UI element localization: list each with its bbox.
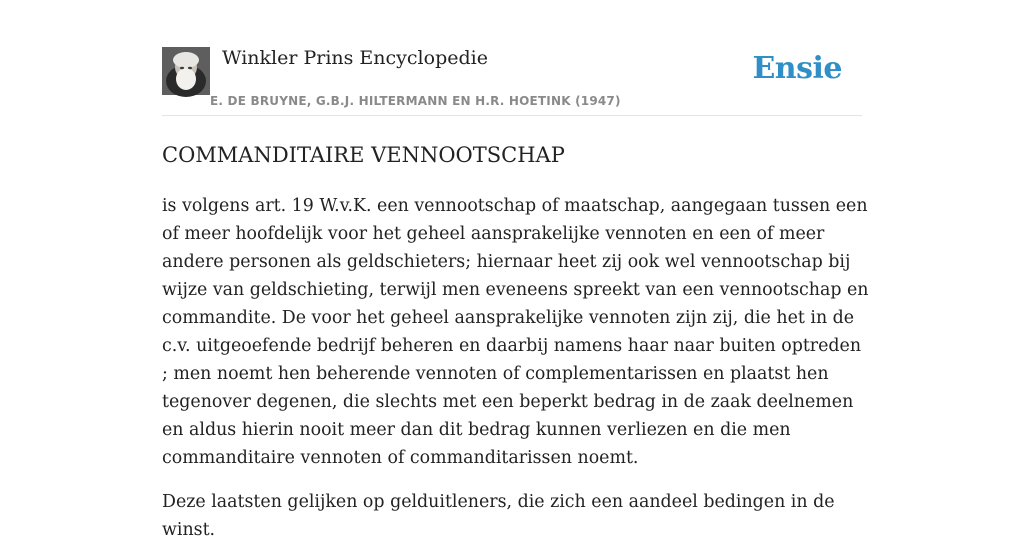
header-divider bbox=[162, 115, 862, 116]
article-body bbox=[162, 192, 872, 560]
article-paragraph: is volgens art. 19 W.v.K. een vennootschap of maatschap, aangegaan tussen een of meer hoofdelijk voor het geheel aansprakelijke vennoten en een of meer andere personen als geldschieters; hiernaar heet zij ook wel vennootschap bij wijze van geldschieting, terwijl men eveneens spreekt van een vennootschap en commandite. De voor het geheel aansprakelijke vennoten zijn zij, die het in de c.v. uitgeoefende bedrijf beheren en daarbij namens haar naar buiten optreden ; men noemt hen beherende vennoten of complementarissen en plaatst hen tegenover degenen, die slechts met een beperkt bedrag in de zaak deelnemen en aldus hierin nooit meer dan dit bedrag kunnen verliezen en die men commanditaire vennoten of commanditarissen noemt. bbox=[162, 196, 869, 468]
article-title: COMMANDITAIRE VENNOOTSCHAP bbox=[162, 143, 565, 167]
publication-title[interactable]: Winkler Prins Encyclopedie bbox=[222, 47, 488, 69]
portrait-image bbox=[162, 47, 210, 95]
author-avatar[interactable] bbox=[162, 47, 210, 95]
publication-authors: E. DE BRUYNE, G.B.J. HILTERMANN EN H.R. HOETINK (1947) bbox=[210, 94, 621, 108]
article-paragraph: Deze laatsten gelijken op gelduitleners, die zich een aandeel bedingen in de winst. bbox=[162, 492, 835, 540]
ensie-logo[interactable]: Ensie bbox=[752, 51, 842, 86]
